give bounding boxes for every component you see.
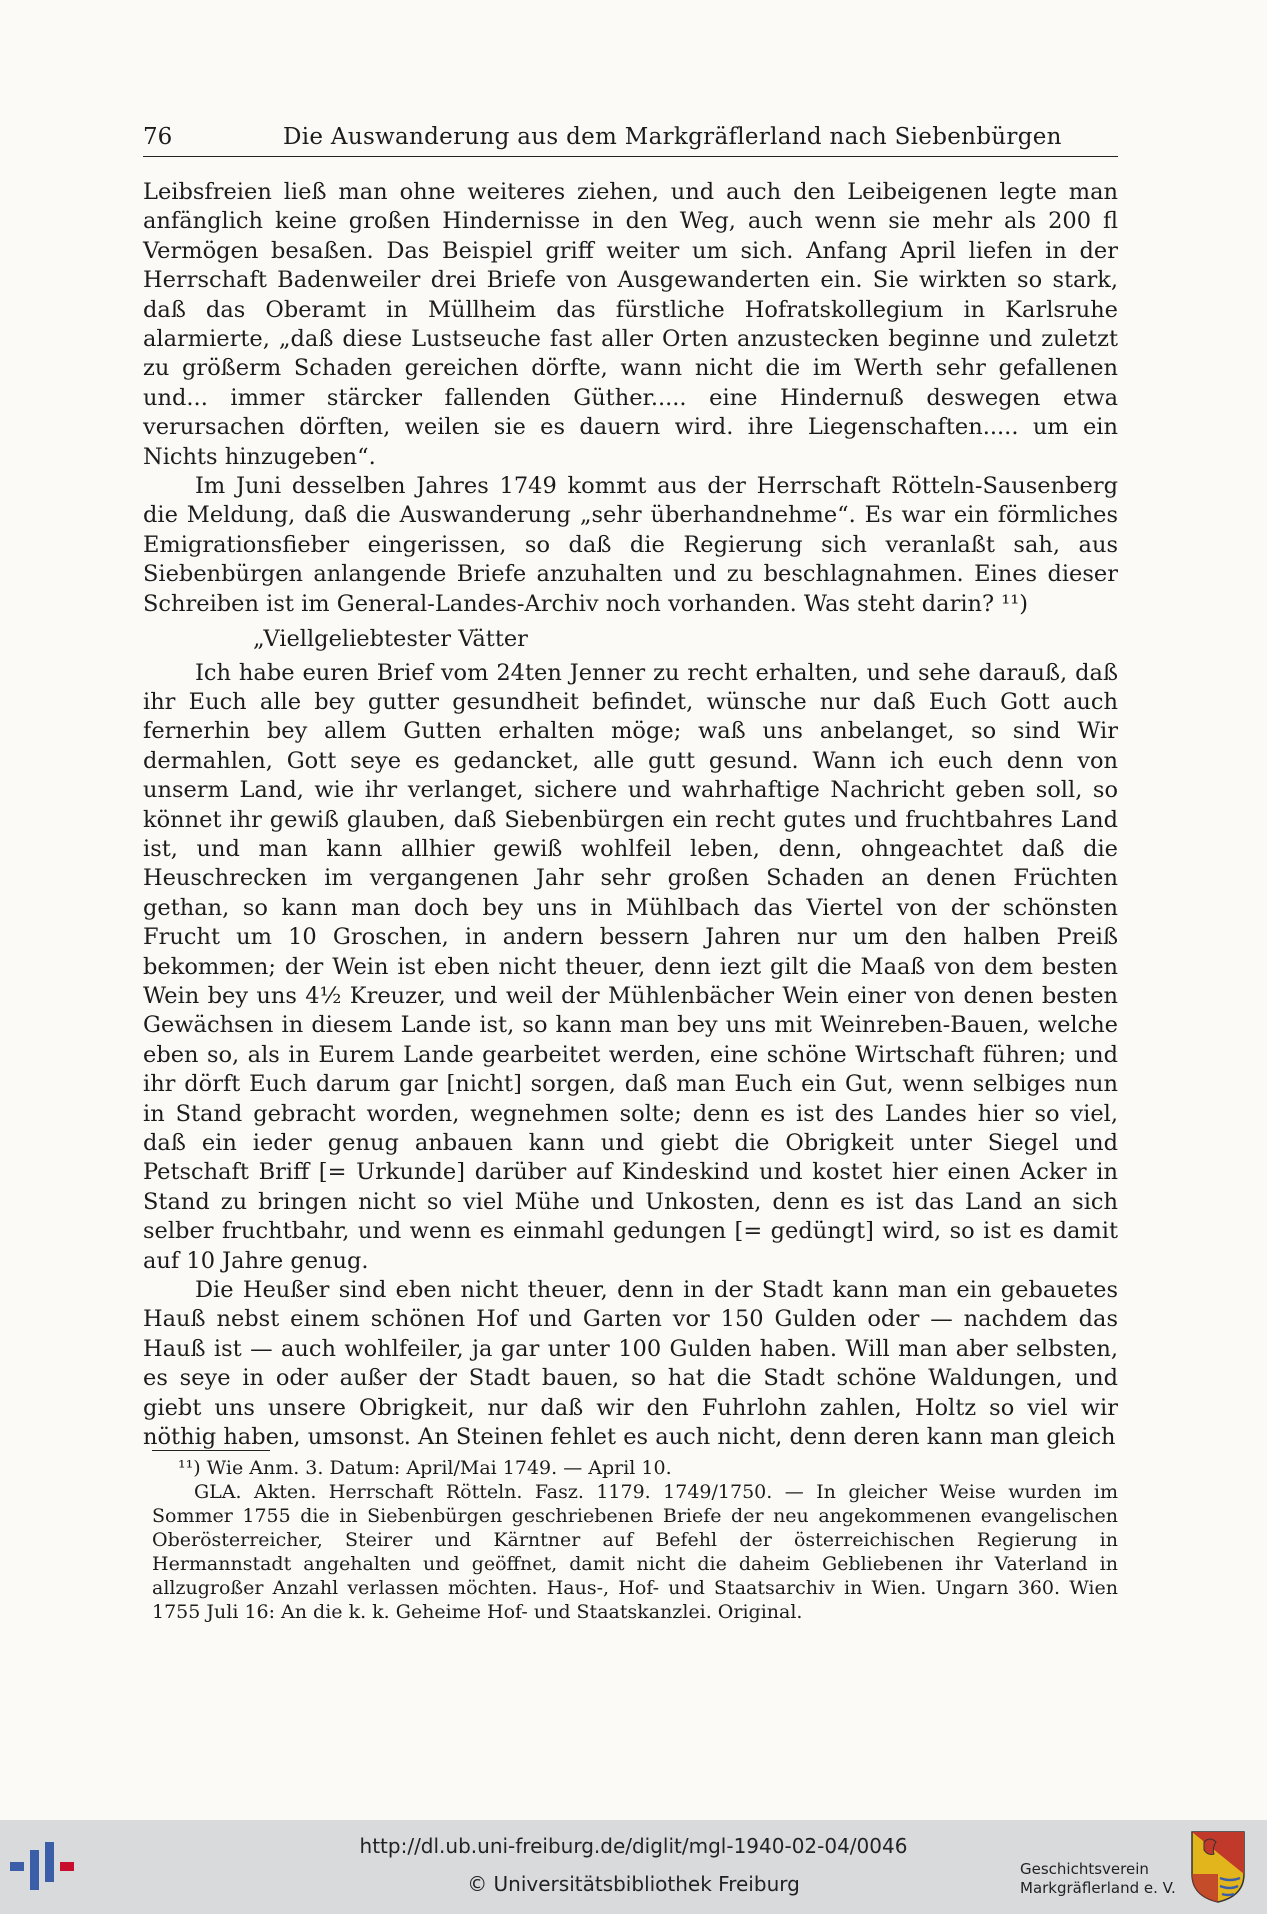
copyright-notice: © Universitätsbibliothek Freiburg: [467, 1872, 800, 1896]
society-line-1: Geschichtsverein: [1020, 1860, 1149, 1878]
body-text: [143, 178, 1118, 1452]
paragraph-2: Im Juni desselben Jahres 1749 kommt aus der Herrschaft Rötteln-Sausenberg die Meldung, daß die Auswanderung „sehr überhandnehme“. Es war ein förmliches Emigrationsfieber eingerissen, so daß die Regierung sich veranlaßt sah, aus Siebenbürgen anlangende Briefe anzuhalten und zu beschlagnahmen. Eines dieser Schreiben ist im General-Landes-Archiv noch vorhanden. Was steht darin? ¹¹): [143, 473, 1118, 617]
paragraph-1: Leibsfreien ließ man ohne weiteres ziehen, und auch den Leibeigenen legte man anfänglich keine großen Hindernisse in den Weg, auch wenn sie mehr als 200 fl Vermögen besaßen. Das Beispiel griff weiter um sich. Anfang April liefen in der Herrschaft Badenweiler drei Briefe von Ausgewanderten ein. Sie wirkten so stark, daß das Oberamt in Müllheim das fürstliche Hofratskollegium in Karlsruhe alarmierte, „daß diese Lustseuche fast aller Orten anzustecken beginne und zuletzt zu größerm Schaden gereichen dörfte, wann nicht die im Werth sehr gefallenen und... immer stärcker fallenden Güther..... eine Hindernuß deswegen etwa verursachen dörften, weilen sie es dauern wird. ihre Liegenschaften..... um ein Nichts hinzugeben“.: [143, 179, 1118, 470]
paragraph-4: Die Heußer sind eben nicht theuer, denn in der Stadt kann man ein gebauetes Hauß nebst einem schönen Hof und Garten vor 150 Gulden oder — nachdem das Hauß ist — auch wohlfeiler, ja gar unter 100 Gulden haben. Will man aber selbsten, es seye in oder außer der Stadt bauen, so hat die Stadt schöne Waldungen, und giebt uns unsere Obrigkeit, nur daß wir den Fuhrlohn zahlen, Holtz so viel wir nöthig haben, umsonst. An Steinen fehlet es auch nicht, denn deren kann man gleich: [143, 1277, 1118, 1451]
society-name: [1020, 1860, 1190, 1898]
viewer-footer-bar: [0, 1820, 1267, 1914]
footnote-11-source: GLA. Akten. Herrschaft Rötteln. Fasz. 1179. 1749/1750. — In gleicher Weise wurden im Sommer 1755 die in Siebenbürgen geschriebenen Briefe der neu angekommenen evangelischen Oberösterreicher, Steirer und Kärntner auf Befehl der österreichischen Regierung in Hermannstadt angehalten und geöffnet, damit nicht die daheim Gebliebenen ihr Vaterland in allzugroßer Anzahl verlassen möchten. Haus-, Hof- und Staatsarchiv in Wien. Ungarn 360. Wien 1755 Juli 16: An die k. k. Geheime Hof- und Staatskanzlei. Original.: [152, 1481, 1118, 1623]
page-header: [143, 122, 1118, 157]
paragraph-3: Ich habe euren Brief vom 24ten Jenner zu recht erhalten, und sehe darauß, daß ihr Euch alle bey gutter gesundheit befindet, wünsche nur daß Euch Gott auch fernerhin bey allem Gutten erhalten möge; waß uns anbelanget, so sind Wir dermahlen, Gott seye es gedancket, alle gutt gesund. Wann ich euch denn von unserm Land, wie ihr verlanget, sichere und wahrhaftige Nachricht geben soll, so könnet ihr gewiß glauben, daß Siebenbürgen ein recht gutes und fruchtbahres Land ist, und man kann allhier gewiß wohlfeil leben, denn, ohngeachtet daß die Heuschrecken im vergangenen Jahr sehr großen Schaden an denen Früchten gethan, so kann man doch bey uns in Mühlbach das Viertel von der schönsten Frucht um 10 Groschen, in andern bessern Jahren nur um den halben Preiß bekommen; der Wein ist eben nicht theuer, denn iezt gilt die Maaß von dem besten Wein bey uns 4½ Kreuzer, und weil der Mühlenbächer Wein einer von denen besten Gewächsen in diesem Lande ist, so kann man bey uns mit Weinreben-Bauen, welche eben so, als in Eurem Lande gearbeitet werden, eine schöne Wirtschaft führen; und ihr dörft Euch darum gar [nicht] sorgen, daß man Euch ein Gut, wenn selbiges nun in Stand gebracht worden, wegnehmen solte; denn es ist des Landes hier so viel, daß ein ieder genug anbauen kann und giebt die Obrigkeit unter Siegel und Petschaft Briff [= Urkunde] darüber auf Kindeskind und kostet hier einen Acker in Stand zu bringen nicht so viel Mühe und Unkosten, denn es ist das Land an sich selber fruchtbahr, und wenn es einmahl gedungen [= gedüngt] wird, so ist es damit auf 10 Jahre genug.: [143, 659, 1118, 1274]
page-number: 76: [143, 124, 173, 150]
running-title: Die Auswanderung aus dem Markgräflerland nach Siebenbürgen: [283, 124, 1062, 150]
permalink-url[interactable]: http://dl.ub.uni-freiburg.de/diglit/mgl-1940-02-04/0046: [359, 1834, 908, 1858]
coat-of-arms-icon: [1190, 1830, 1246, 1904]
society-line-2: Markgräflerland e. V.: [1020, 1879, 1176, 1897]
footnote-11: ¹¹) Wie Anm. 3. Datum: April/Mai 1749. — April 10.: [178, 1457, 672, 1479]
footnote-rule: [152, 1450, 270, 1451]
footnotes: [152, 1456, 1118, 1624]
letter-salutation: „Viellgeliebtester Vätter: [253, 626, 528, 653]
